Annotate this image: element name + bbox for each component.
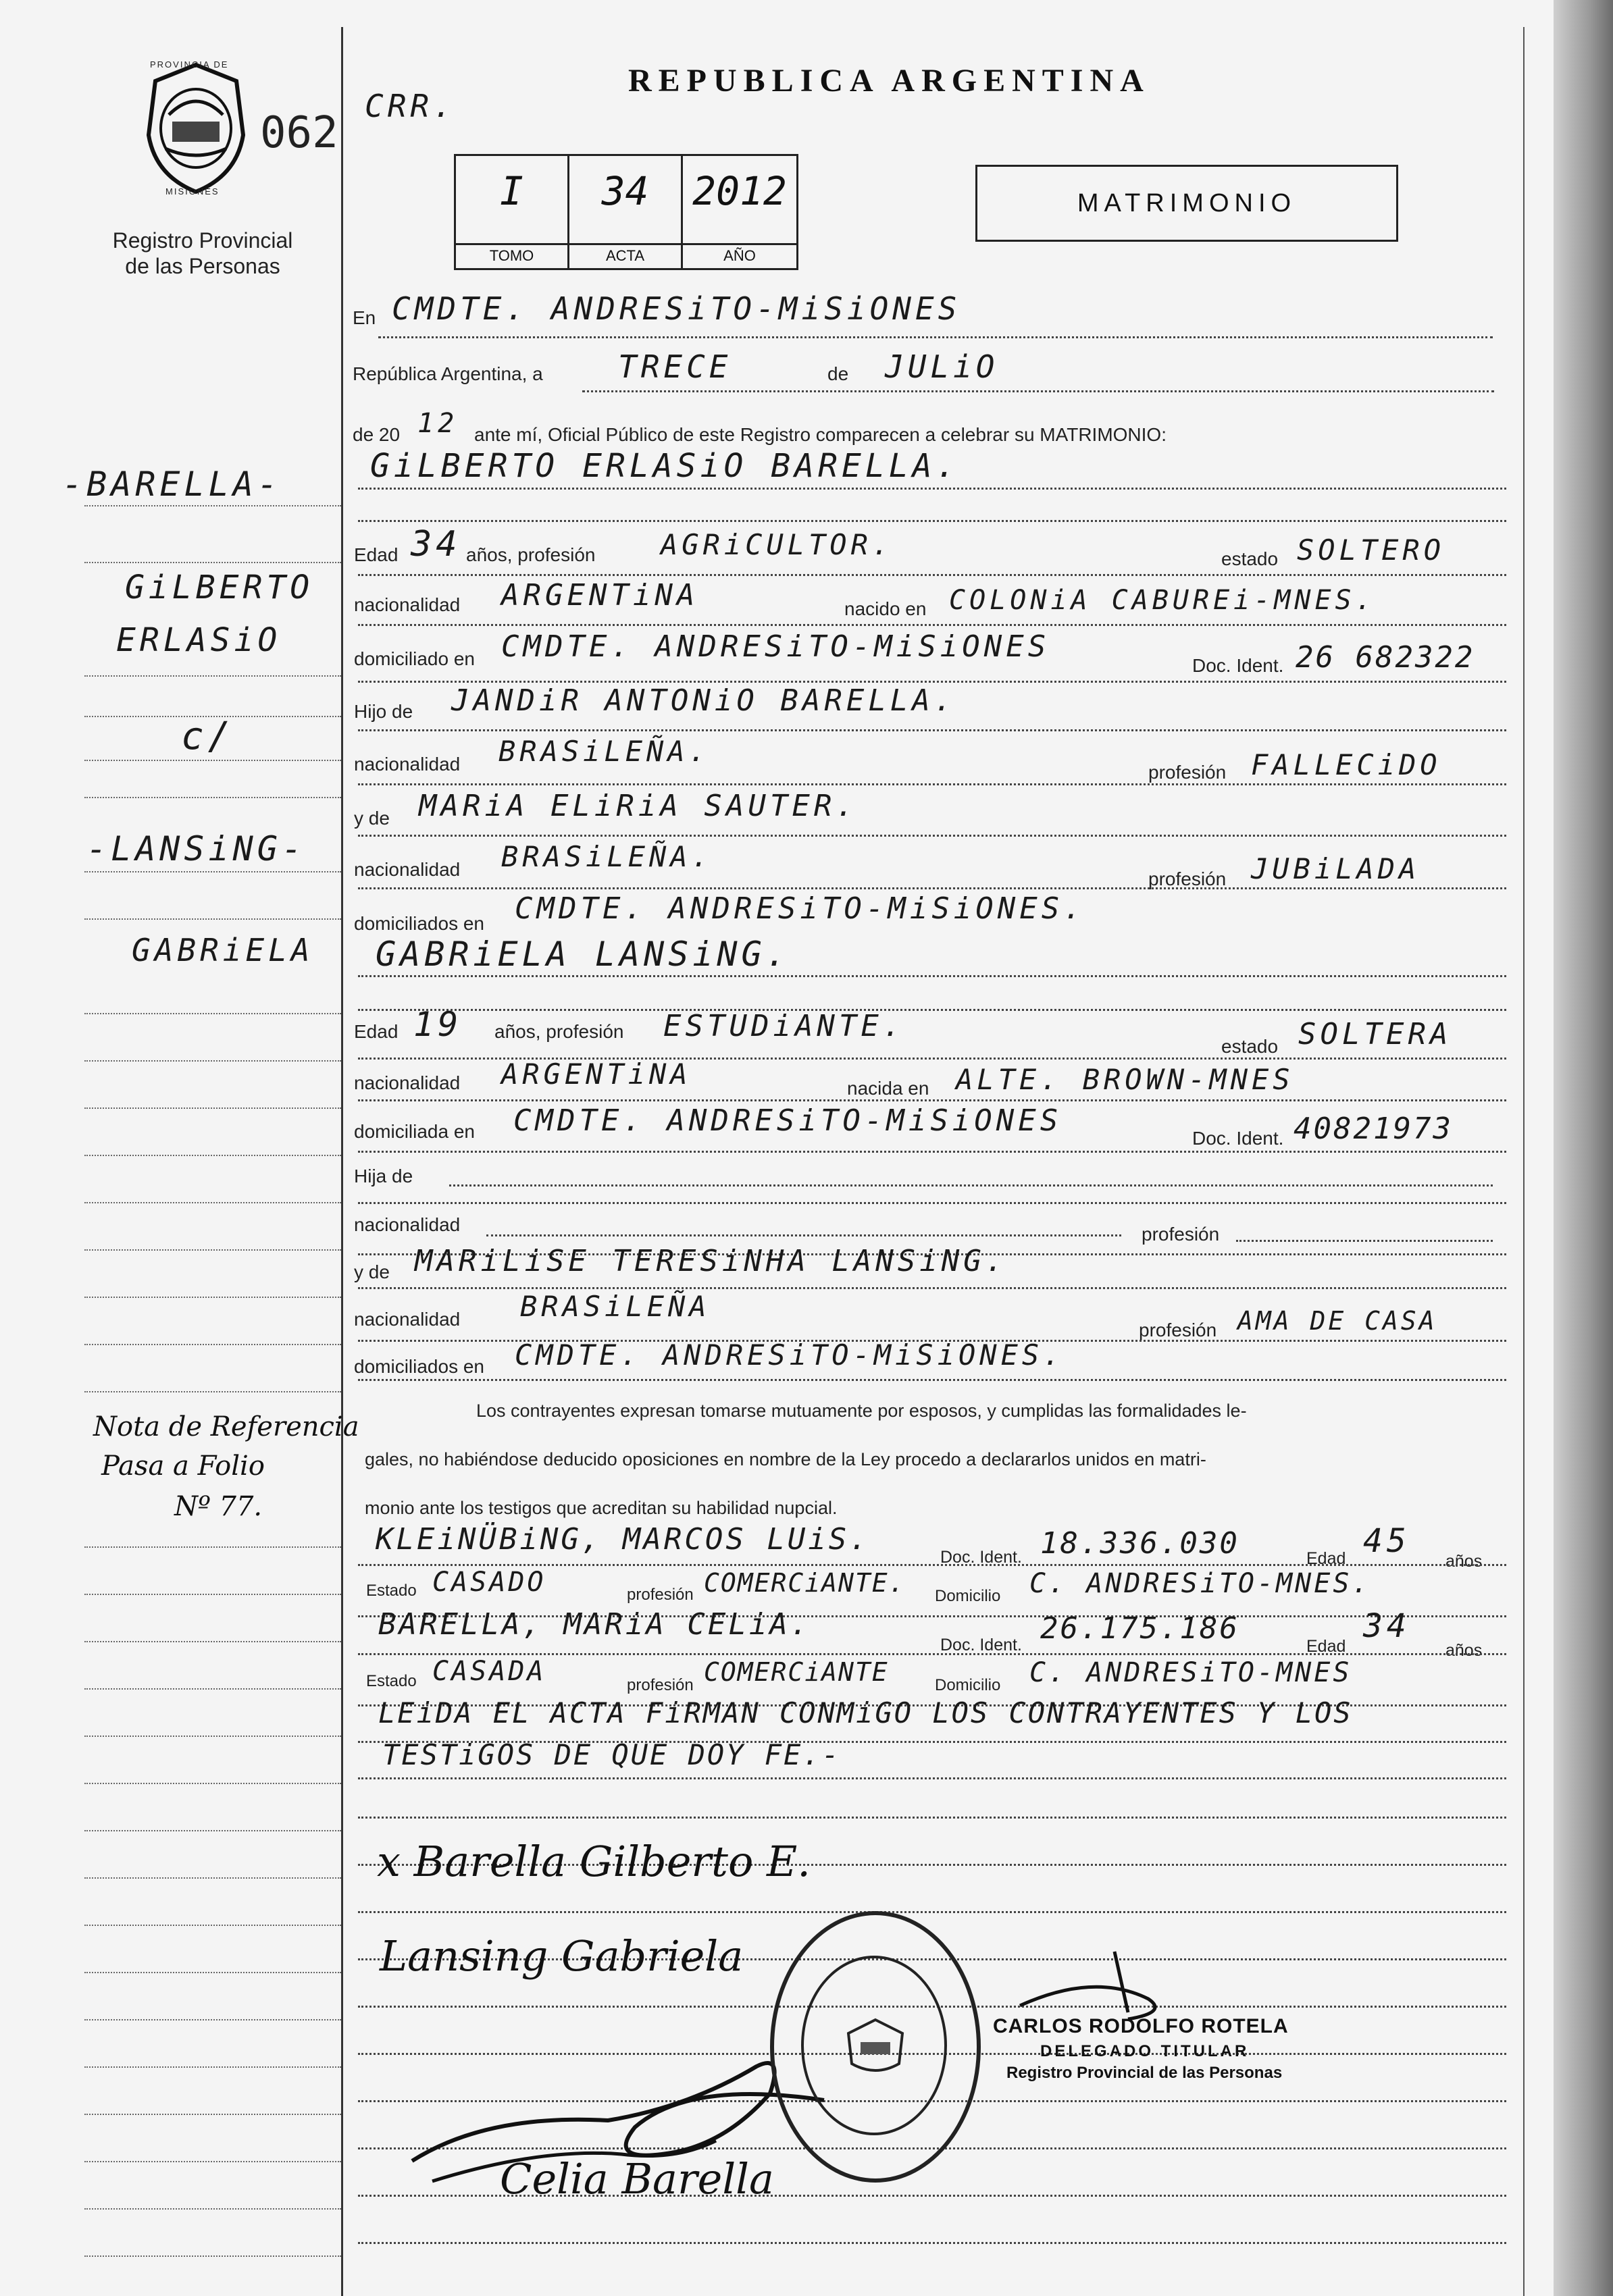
margin-spouse-name: GABRiELA — [132, 932, 314, 968]
label-estado: estado — [1221, 548, 1279, 569]
label-profesion-w2: profesión — [627, 1676, 694, 1694]
crr-annotation: CRR. — [365, 88, 456, 124]
tomo-label: TOMO — [456, 243, 567, 268]
label-de: de — [827, 363, 849, 384]
label-ante-mi: ante mí, Oficial Público de este Registro comparecen a celebrar su MATRIMONIO: — [474, 424, 1167, 445]
ceremony-year: 12 — [417, 408, 459, 439]
label-de-20: de 20 — [353, 424, 401, 445]
bride-domicile: CMDTE. ANDRESiTO-MiSiONES — [513, 1103, 1062, 1138]
ceremony-month: JULiO — [885, 348, 999, 385]
final-statement-line-1: LEiDA EL ACTA FiRMAN CONMiGO LOS CONTRAYENTES Y LOS — [378, 1696, 1353, 1729]
right-rule — [1523, 27, 1525, 2296]
label-edad-bride: Edad — [354, 1021, 399, 1042]
label-profesion-bride-father: profesión — [1142, 1224, 1220, 1245]
label-nacionalidad-mother: nacionalidad — [354, 859, 461, 880]
groom-parents-domicile: CMDTE. ANDRESiTO-MiSiONES. — [515, 891, 1085, 926]
stamp-emblem-icon — [842, 2016, 909, 2077]
bride-mother-profession: AMA DE CASA — [1237, 1306, 1437, 1336]
label-republica: República Argentina, a — [353, 363, 543, 384]
label-nacionalidad-bride-father: nacionalidad — [354, 1214, 461, 1235]
margin-first-name: GiLBERTO — [125, 569, 314, 606]
bride-parents-domicile: CMDTE. ANDRESiTO-MiSiONES. — [515, 1338, 1065, 1372]
bride-doc-number: 40821973 — [1294, 1112, 1453, 1146]
label-profesion-father: profesión — [1148, 762, 1227, 783]
bride-status: SOLTERA — [1298, 1017, 1452, 1051]
label-nacionalidad-bride-mother: nacionalidad — [354, 1309, 461, 1330]
margin-middle-name: ERLASiO — [116, 621, 282, 659]
bride-nationality: ARGENTiNA — [501, 1058, 692, 1091]
record-type: MATRIMONIO — [1077, 189, 1297, 217]
label-domiciliado-en: domiciliado en — [354, 648, 475, 669]
label-y-de-bride: y de — [354, 1261, 390, 1282]
ceremony-day: TRECE — [618, 348, 732, 385]
label-y-de-groom: y de — [354, 808, 390, 829]
label-anos-w1: años — [1445, 1552, 1483, 1571]
label-profesion-mother: profesión — [1148, 868, 1227, 889]
witness-signature: Celia Barella — [500, 2154, 774, 2203]
page-title: REPUBLICA ARGENTINA — [628, 63, 1150, 99]
label-anos-profesion-bride: años, profesión — [494, 1021, 624, 1042]
groom-mother-profession: JUBiLADA — [1251, 852, 1420, 885]
witness2-name: BARELLA, MARiA CELiA. — [378, 1607, 811, 1642]
groom-age: 34 — [411, 524, 461, 565]
label-hija-de: Hija de — [354, 1166, 413, 1186]
registry-name-line2: de las Personas — [125, 254, 280, 278]
groom-mother-nationality: BRASiLEÑA. — [501, 840, 713, 873]
seal-bottom-text: MISIONES — [165, 186, 220, 197]
book-spine — [1554, 0, 1613, 2296]
seal-top-text: PROVINCIA DE — [150, 59, 229, 70]
official-title: DELEGADO TITULAR — [1040, 2042, 1250, 2060]
bride-profession: ESTUDiANTE. — [663, 1009, 905, 1043]
label-domiciliados-bride: domiciliados en — [354, 1356, 484, 1377]
official-oval-stamp — [770, 1911, 981, 2183]
label-edad-w1: Edad — [1306, 1549, 1346, 1568]
bride-full-name: GABRiELA LANSiNG. — [376, 935, 790, 974]
label-nacido-en: nacido en — [844, 598, 927, 619]
groom-profession: AGRiCULTOR. — [661, 528, 894, 561]
groom-mother: MARiA ELiRiA SAUTER. — [419, 789, 858, 823]
groom-signature: x Barella Gilberto E. — [377, 1837, 811, 1886]
witness1-age: 45 — [1363, 1522, 1410, 1560]
groom-status: SOLTERO — [1297, 533, 1445, 567]
registry-name-line1: Registro Provincial — [112, 228, 293, 253]
witness1-doc: 18.336.030 — [1040, 1526, 1239, 1561]
bride-birthplace: ALTE. BROWN-MNES — [956, 1063, 1294, 1096]
reference-note-line1: Nota de Referencia — [93, 1411, 359, 1442]
bride-age: 19 — [413, 1005, 463, 1044]
label-nacionalidad-father: nacionalidad — [354, 754, 461, 775]
label-doc-ident-w2: Doc. Ident. — [940, 1636, 1022, 1654]
closing-line-3: monio ante los testigos que acreditan su habilidad nupcial. — [365, 1498, 838, 1518]
witness1-status: CASADO — [432, 1567, 546, 1598]
label-profesion-w1: profesión — [627, 1586, 694, 1604]
groom-doc-number: 26 682322 — [1296, 640, 1475, 675]
margin-surname: -BARELLA- — [62, 465, 282, 504]
ano-value: 2012 — [692, 168, 787, 214]
record-reference-box — [454, 154, 798, 270]
label-edad-w2: Edad — [1306, 1637, 1346, 1656]
groom-domicile: CMDTE. ANDRESiTO-MiSiONES — [501, 629, 1050, 664]
label-anos-profesion: años, profesión — [466, 544, 596, 565]
label-edad: Edad — [354, 544, 399, 565]
label-hijo-de: Hijo de — [354, 701, 413, 722]
acta-value: 34 — [601, 168, 649, 214]
witness2-domicile: C. ANDRESiTO-MNES — [1029, 1657, 1352, 1688]
final-statement-line-2: TESTiGOS DE QUE DOY FE.- — [382, 1738, 841, 1771]
label-estado-bride: estado — [1221, 1036, 1279, 1057]
witness2-doc: 26.175.186 — [1040, 1611, 1239, 1646]
stamp-crossing-signature — [1013, 1945, 1189, 2026]
label-estado-w2: Estado — [366, 1672, 417, 1690]
groom-father: JANDiR ANTONiO BARELLA. — [451, 683, 956, 718]
groom-birthplace: COLONiA CABUREi-MNES. — [949, 585, 1376, 616]
closing-line-2: gales, no habiéndose deducido oposiciones en nombre de la Ley procedo a declararlos unidos en matri- — [365, 1449, 1206, 1469]
label-anos-w2: años — [1445, 1641, 1483, 1660]
groom-full-name: GiLBERTO ERLASiO BARELLA. — [370, 447, 960, 485]
label-domiciliada-en: domiciliada en — [354, 1121, 475, 1142]
label-doc-ident-groom: Doc. Ident. — [1192, 655, 1284, 676]
bride-mother: MARiLiSE TERESiNHA LANSiNG. — [415, 1244, 1008, 1278]
label-nacionalidad-bride: nacionalidad — [354, 1072, 461, 1093]
record-type-box — [975, 165, 1398, 242]
witness2-status: CASADA — [432, 1656, 546, 1687]
groom-nationality: ARGENTiNA — [501, 578, 699, 612]
witness2-age: 34 — [1363, 1607, 1410, 1645]
ano-label: AÑO — [683, 243, 796, 268]
margin-rule — [341, 27, 343, 2296]
groom-father-nationality: BRASiLEÑA. — [498, 735, 710, 768]
margin-spouse-surname: -LANSiNG- — [86, 829, 306, 868]
reference-note-line2: Pasa a Folio — [101, 1451, 265, 1482]
acta-cell — [569, 156, 683, 268]
tomo-value: I — [500, 168, 523, 214]
label-doc-ident-w1: Doc. Ident. — [940, 1548, 1022, 1567]
witness1-domicile: C. ANDRESiTO-MNES. — [1029, 1568, 1371, 1599]
label-profesion-bride-mother: profesión — [1139, 1320, 1217, 1340]
label-domicilio-w1: Domicilio — [935, 1587, 1001, 1605]
ceremony-place: CMDTE. ANDRESiTO-MiSiONES — [392, 290, 961, 327]
label-en: En — [353, 307, 376, 328]
reference-note-line3: Nº 77. — [174, 1491, 263, 1522]
official-office: Registro Provincial de las Personas — [1006, 2064, 1283, 2082]
official-name: CARLOS RODOLFO ROTELA — [993, 2015, 1289, 2037]
margin-con: c/ — [181, 714, 235, 758]
bride-mother-nationality: BRASiLEÑA — [520, 1290, 711, 1323]
ano-cell — [683, 156, 796, 268]
witness1-name: KLEiNÜBiNG, MARCOS LUiS. — [376, 1522, 870, 1557]
provincial-seal-icon — [135, 61, 257, 196]
groom-father-profession: FALLECiDO — [1251, 748, 1441, 781]
witness2-profession: COMERCiANTE — [704, 1657, 889, 1687]
label-nacida-en: nacida en — [847, 1078, 929, 1099]
folio-stamp-number: 062 — [260, 108, 338, 158]
tomo-cell — [456, 156, 569, 268]
label-domiciliados-groom: domiciliados en — [354, 913, 484, 934]
bride-signature: Lansing Gabriela — [380, 1931, 744, 1981]
witness1-profession: COMERCiANTE. — [704, 1568, 906, 1598]
label-doc-ident-bride: Doc. Ident. — [1192, 1128, 1284, 1149]
acta-label: ACTA — [569, 243, 681, 268]
label-domicilio-w2: Domicilio — [935, 1676, 1001, 1694]
label-nacionalidad-groom: nacionalidad — [354, 594, 461, 615]
closing-line-1: Los contrayentes expresan tomarse mutuamente por esposos, y cumplidas las formalidades le- — [476, 1401, 1247, 1421]
label-estado-w1: Estado — [366, 1582, 417, 1600]
